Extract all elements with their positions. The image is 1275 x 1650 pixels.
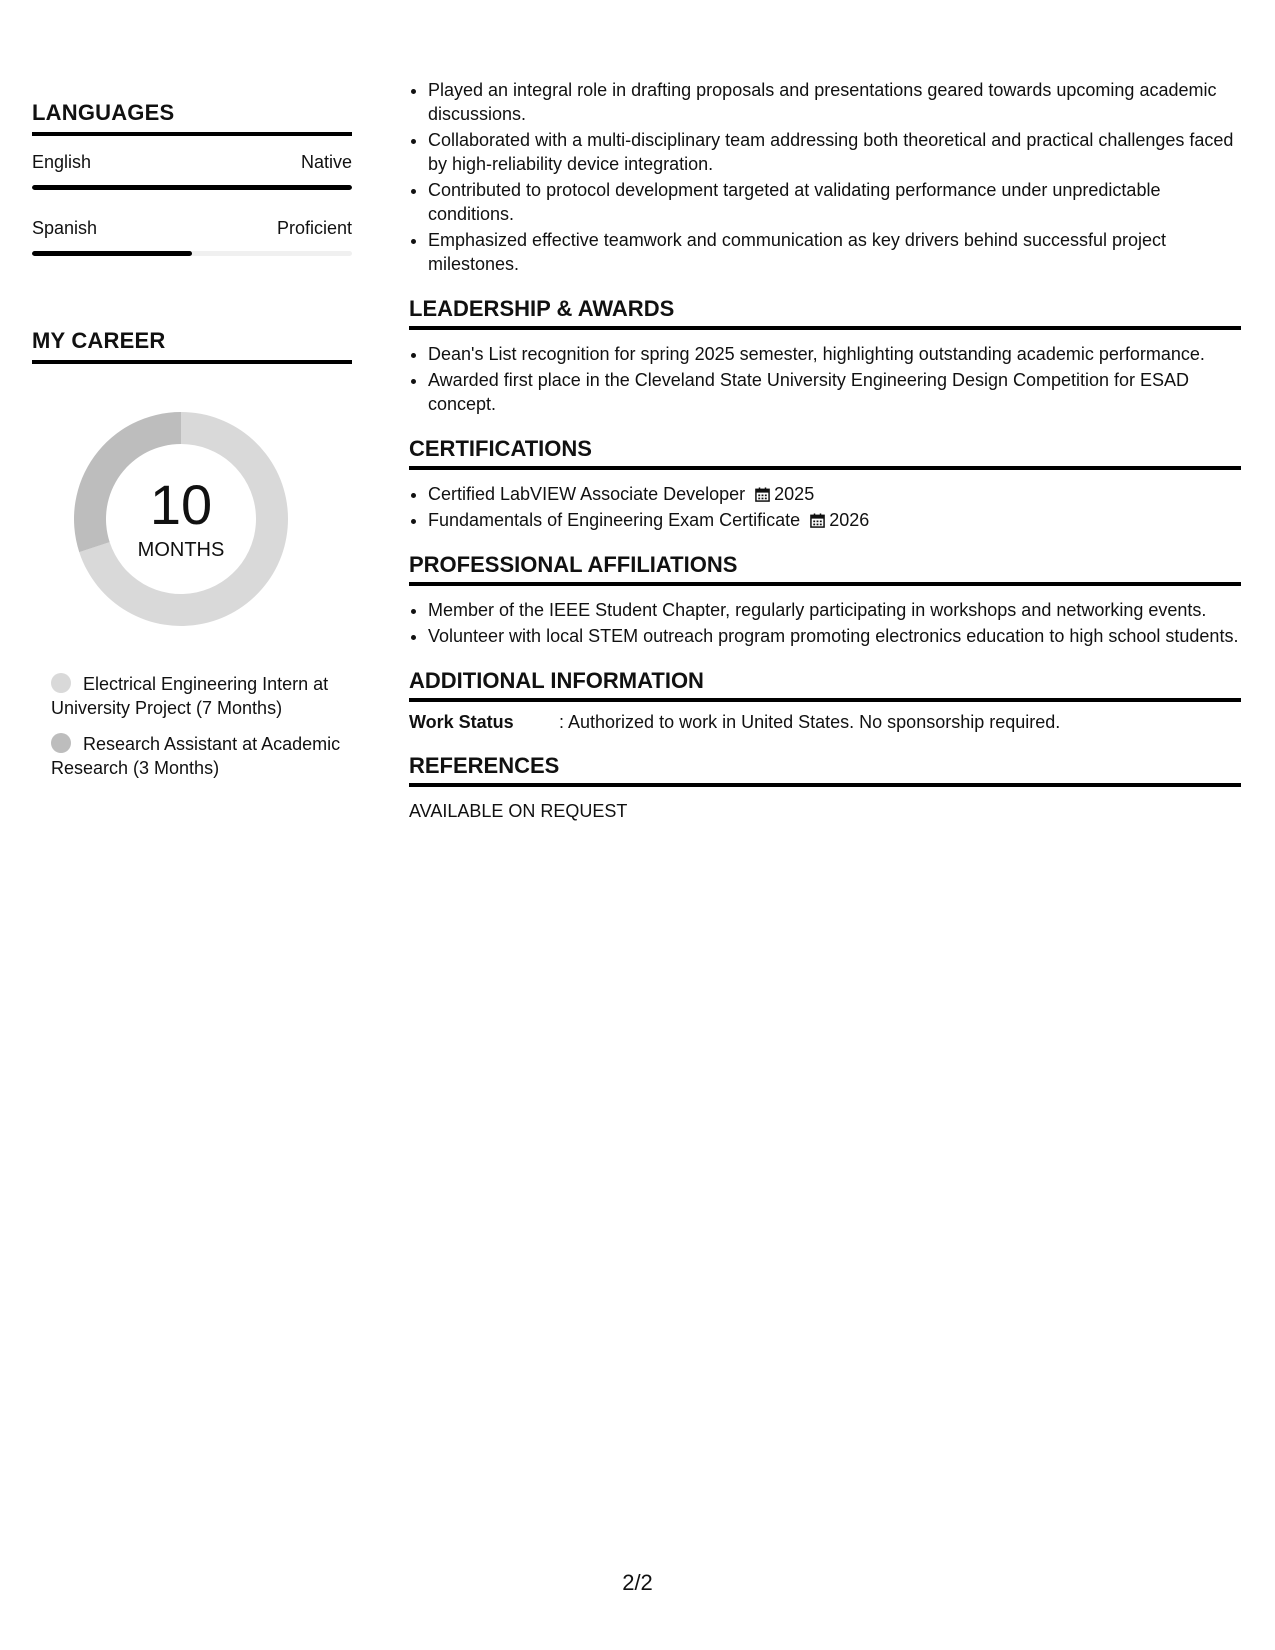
list-item: • Emphasized effective teamwork and communication as key drivers behind successful project milestones. [428,228,1241,276]
language-spanish [32,218,352,256]
proficiency-bar [32,185,352,190]
language-name: Spanish [32,218,98,238]
references-text: AVAILABLE ON REQUEST [409,801,628,821]
work-status-value: : Authorized to work in United States. No sponsorship required. [559,712,1061,732]
language-level: Native [300,152,352,172]
proficiency-fill [32,185,352,190]
sidebar [32,100,352,792]
leadership-section [409,296,1241,416]
career-legend [51,672,352,780]
list-item: • Played an integral role in drafting proposals and presentations geared towards upcoming academic discussions. [428,78,1241,126]
references-heading: REFERENCES [409,753,1241,787]
work-status-row [409,712,1241,733]
proficiency-bar [32,251,352,256]
certification-item [428,482,1241,506]
career-section [32,328,352,780]
affiliations-heading: PROFESSIONAL AFFILIATIONS [409,552,1241,586]
certification-year: 2026 [829,510,870,530]
experience-bullets [409,78,1241,276]
career-total: 10 [149,472,213,536]
certification-year: 2025 [774,484,815,504]
career-legend-item [51,732,352,780]
work-status-key: Work Status [409,712,514,732]
calendar-icon [810,513,825,528]
list-item: • Collaborated with a multi-disciplinary team addressing both theoretical and practical challenges faced by high-reliability device integration. [428,128,1241,176]
list-item: • Awarded first place in the Cleveland State University Engineering Design Competition for ESAD concept. [428,368,1241,416]
certifications-section [409,436,1241,532]
language-english [32,152,352,190]
career-item-label: Research Assistant at Academic Research (3 Months) [51,734,341,778]
list-item: • Volunteer with local STEM outreach program promoting electronics education to high school students. [428,624,1241,648]
additional-heading: ADDITIONAL INFORMATION [409,668,1241,702]
affiliations-section [409,552,1241,648]
leadership-heading: LEADERSHIP & AWARDS [409,296,1241,330]
career-unit: MONTHS [137,538,225,561]
additional-section [409,668,1241,733]
career-legend-item [51,672,352,720]
languages-heading: LANGUAGES [32,100,352,136]
certification-name: Certified LabVIEW Associate Developer [428,484,746,504]
calendar-icon [755,487,770,502]
career-heading: MY CAREER [32,328,352,364]
legend-dot [51,673,71,693]
career-donut-chart [66,404,296,634]
certification-item [428,508,1241,532]
legend-dot [51,733,71,753]
references-section [409,753,1241,822]
main-content [409,78,1241,822]
language-level: Proficient [276,218,352,238]
career-item-label: Electrical Engineering Intern at University Project (7 Months) [51,674,329,718]
language-name: English [32,152,92,172]
list-item: • Dean's List recognition for spring 2025 semester, highlighting outstanding academic performance. [428,342,1241,366]
page-number: 2/2 [622,1570,653,1595]
list-item: • Contributed to protocol development targeted at validating performance under unpredictable conditions. [428,178,1241,226]
proficiency-fill [32,251,192,256]
certifications-heading: CERTIFICATIONS [409,436,1241,470]
list-item: • Member of the IEEE Student Chapter, regularly participating in workshops and networking events. [428,598,1241,622]
certification-name: Fundamentals of Engineering Exam Certificate [428,510,801,530]
